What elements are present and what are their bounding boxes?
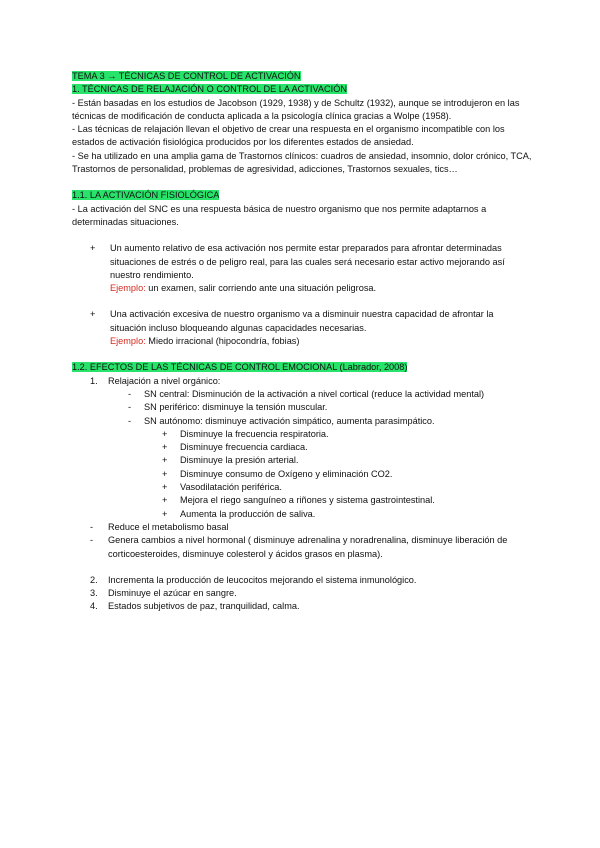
sn-autonomo-text: SN autónomo: disminuye activación simpático, aumenta parasimpático.	[144, 415, 435, 426]
plus-bullet: +	[162, 508, 168, 519]
plus-item-2	[72, 308, 532, 348]
hormonal-text: Genera cambios a nivel hormonal ( disminuye adrenalina y noradrenalina, disminuye liberación de corticoesteroides, disminuye colesterol y ácidos grasos en plasma).	[108, 535, 508, 559]
effects-item-4-text: Estados subjetivos de paz, tranquilidad, calma.	[108, 601, 300, 612]
effects-item-2-text: Incrementa la producción de leucocitos mejorando el sistema inmunológico.	[108, 574, 417, 585]
autonomo-item-text: Aumenta la producción de saliva.	[180, 508, 316, 519]
example-text: Miedo irracional (hipocondría, fobias)	[145, 336, 300, 347]
autonomo-item	[72, 481, 532, 494]
effects-item-3-text: Disminuye el azúcar en sangre.	[108, 588, 237, 599]
autonomo-item-text: Mejora el riego sanguíneo a riñones y sistema gastrointestinal.	[180, 495, 435, 506]
autonomo-item-text: Disminuye la frecuencia respiratoria.	[180, 428, 329, 439]
section-1-2-heading	[72, 361, 532, 374]
intro-paragraph-3: - Se ha utilizado en una amplia gama de Trastornos clínicos: cuadros de ansiedad, insomnio, dolor crónico, TCA, Trastornos de personalidad, problemas de agresividad, adicciones, Trastornos sexuales, tics…	[72, 150, 532, 175]
dash-bullet: -	[128, 402, 132, 413]
plus-bullet: +	[162, 442, 168, 453]
dash-bullet: -	[90, 521, 94, 532]
effects-item-3	[72, 587, 532, 600]
dash-bullet: -	[128, 388, 132, 399]
section-1-1-heading-text: 1.1. LA ACTIVACIÓN FISIOLÓGICA	[72, 190, 220, 201]
autonomo-item	[72, 468, 532, 481]
main-heading	[72, 70, 532, 83]
intro-paragraph-1: - Están basadas en los estudios de Jacobson (1929, 1938) y de Schultz (1932), aunque se introdujeron en las técnicas de modificación de conducta aplicada a la psicología clínica gracias a Wolpe (1958).	[72, 97, 520, 121]
example-label: Ejemplo:	[110, 336, 146, 347]
dash-bullet: -	[128, 415, 132, 426]
hormonal-item	[72, 534, 532, 561]
metabolismo-text: Reduce el metabolismo basal	[108, 521, 229, 532]
section-1-1-heading	[72, 189, 532, 202]
document-page	[72, 70, 532, 614]
intro-paragraph-2: - Las técnicas de relajación llevan el objetivo de crear una respuesta en el organismo incompatible con los estados de activación fisiológica producidos por los diferentes estados de ansiedad.	[72, 124, 505, 148]
list-number: 1.	[90, 375, 98, 386]
plus-bullet: +	[162, 482, 168, 493]
sn-central-text: SN central: Disminución de la activación a nivel cortical (reduce la actividad mental)	[144, 388, 485, 399]
plus-bullet: +	[162, 455, 168, 466]
dash-bullet: -	[90, 535, 94, 546]
section-1-heading-text: 1. TÉCNICAS DE RELAJACIÓN O CONTROL DE LA ACTIVACIÓN	[72, 84, 348, 95]
autonomo-item-text: Vasodilatación periférica.	[180, 482, 282, 493]
activation-intro: - La activación del SNC es una respuesta básica de nuestro organismo que nos permite adaptarnos a determinadas situaciones.	[72, 203, 487, 227]
section-1-2-heading-text: 1.2. EFECTOS DE LAS TÉCNICAS DE CONTROL EMOCIONAL (Labrador, 2008)	[72, 362, 408, 373]
plus-item-1-example	[110, 282, 532, 295]
autonomo-item-text: Disminuye consumo de Oxígeno y eliminación CO2.	[180, 468, 393, 479]
autonomo-item	[72, 494, 532, 507]
effects-item-4	[72, 600, 532, 613]
autonomo-item	[72, 428, 532, 441]
plus-bullet: +	[162, 428, 168, 439]
list-number: 2.	[90, 574, 98, 585]
example-label: Ejemplo:	[110, 283, 146, 294]
effects-item-1	[72, 375, 532, 388]
effects-item-2	[72, 574, 532, 587]
sn-central-item	[72, 388, 532, 401]
autonomo-item	[72, 441, 532, 454]
autonomo-item-text: Disminuye la presión arterial.	[180, 455, 299, 466]
list-number: 4.	[90, 601, 98, 612]
list-number: 3.	[90, 588, 98, 599]
sn-periferico-text: SN periférico: disminuye la tensión muscular.	[144, 402, 328, 413]
autonomo-item-text: Disminuye frecuencia cardiaca.	[180, 442, 308, 453]
plus-item-2-example	[110, 335, 532, 348]
plus-bullet: +	[162, 468, 168, 479]
plus-bullet: +	[90, 309, 96, 320]
metabolismo-item	[72, 521, 532, 534]
sn-periferico-item	[72, 401, 532, 414]
plus-item-2-text: Una activación excesiva de nuestro organismo va a disminuir nuestra capacidad de afrontar la situación incluso bloqueando algunas capacidades necesarias.	[110, 309, 494, 333]
main-heading-text: TEMA 3 → TÉCNICAS DE CONTROL DE ACTIVACIÓN	[72, 71, 301, 81]
section-1-heading	[72, 83, 532, 96]
plus-item-1	[72, 242, 532, 295]
sn-autonomo-item	[72, 415, 532, 428]
autonomo-item	[72, 508, 532, 521]
example-text: un examen, salir corriendo ante una situación peligrosa.	[145, 283, 377, 294]
plus-bullet: +	[90, 243, 96, 254]
effects-item-1-label: Relajación a nivel orgánico:	[108, 375, 221, 386]
autonomo-item	[72, 454, 532, 467]
plus-item-1-text: Un aumento relativo de esa activación nos permite estar preparados para afrontar determinadas situaciones de estrés o de peligro real, para las cuales será necesario estar activo mejorando así nuestro rendimiento.	[110, 243, 505, 280]
plus-bullet: +	[162, 495, 168, 506]
